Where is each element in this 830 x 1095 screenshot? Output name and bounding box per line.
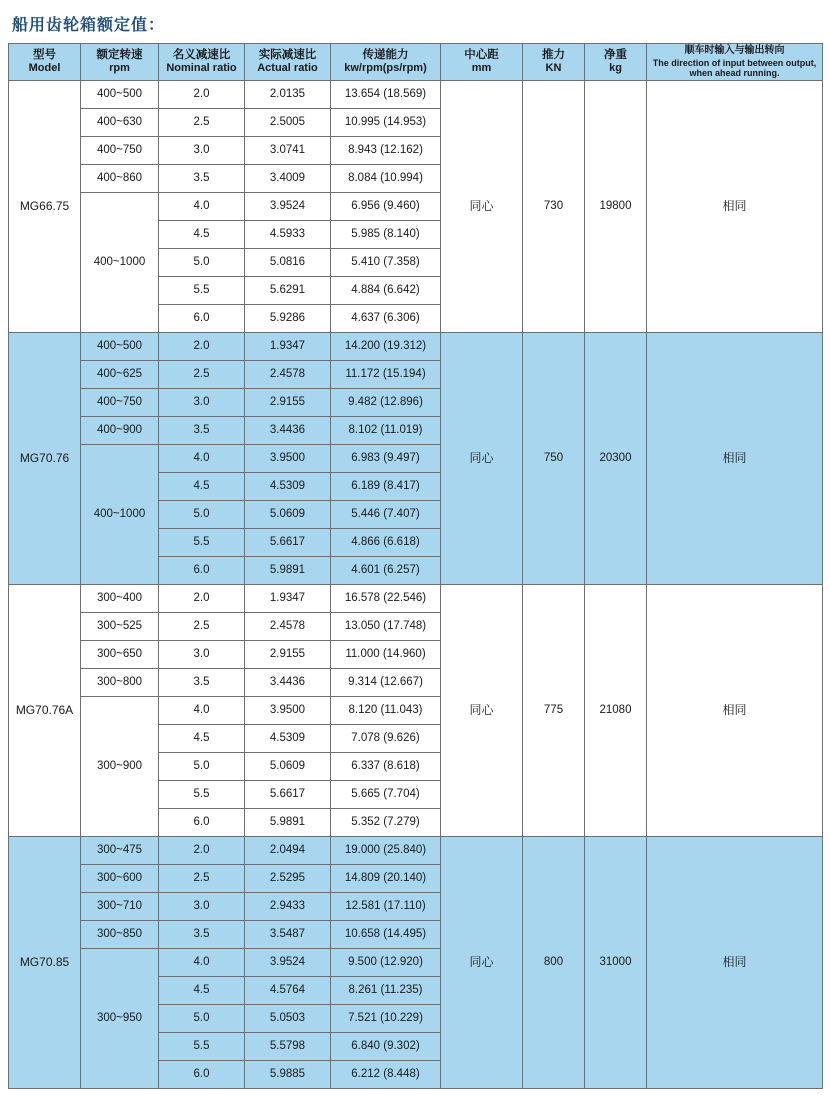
table-row (9, 837, 823, 865)
header-actual-ratio-en: Actual ratio (257, 62, 318, 75)
cell-actual-ratio: 3.9524 (245, 193, 331, 221)
cell-capacity: 11.000 (14.960) (331, 641, 441, 669)
table-row (9, 333, 823, 361)
cell-actual-ratio: 5.9891 (245, 557, 331, 585)
cell-capacity: 13.050 (17.748) (331, 613, 441, 641)
header-model (9, 44, 81, 81)
header-actual-ratio (245, 44, 331, 81)
cell-nominal-ratio: 5.0 (159, 249, 245, 277)
cell-nominal-ratio: 2.5 (159, 865, 245, 893)
cell-rpm: 300~525 (81, 613, 159, 641)
cell-actual-ratio: 5.0816 (245, 249, 331, 277)
cell-capacity: 14.200 (19.312) (331, 333, 441, 361)
cell-model: MG70.76A (9, 585, 81, 837)
cell-capacity: 5.985 (8.140) (331, 221, 441, 249)
cell-capacity: 9.500 (12.920) (331, 949, 441, 977)
cell-actual-ratio: 5.9885 (245, 1061, 331, 1089)
table-header (9, 44, 823, 81)
cell-model: MG70.76 (9, 333, 81, 585)
cell-nominal-ratio: 2.0 (159, 837, 245, 865)
header-thrust-en: KN (545, 62, 562, 75)
header-direction-cn: 顺车时输入与输出转向 (684, 45, 785, 56)
cell-center-distance: 同心 (441, 333, 523, 585)
cell-actual-ratio: 3.9500 (245, 697, 331, 725)
cell-rpm: 400~750 (81, 137, 159, 165)
cell-rpm: 300~710 (81, 893, 159, 921)
header-weight (585, 44, 647, 81)
table-row (9, 81, 823, 109)
cell-capacity: 10.658 (14.495) (331, 921, 441, 949)
cell-actual-ratio: 3.4009 (245, 165, 331, 193)
cell-thrust: 730 (523, 81, 585, 333)
cell-nominal-ratio: 6.0 (159, 305, 245, 333)
cell-actual-ratio: 3.5487 (245, 921, 331, 949)
cell-model: MG66.75 (9, 81, 81, 333)
cell-nominal-ratio: 4.0 (159, 949, 245, 977)
cell-actual-ratio: 2.4578 (245, 361, 331, 389)
header-center-distance-en: mm (471, 62, 492, 75)
cell-capacity: 10.995 (14.953) (331, 109, 441, 137)
cell-actual-ratio: 2.9433 (245, 893, 331, 921)
cell-actual-ratio: 2.0135 (245, 81, 331, 109)
header-capacity (331, 44, 441, 81)
cell-nominal-ratio: 4.5 (159, 725, 245, 753)
cell-rpm: 400~860 (81, 165, 159, 193)
cell-actual-ratio: 2.5295 (245, 865, 331, 893)
cell-nominal-ratio: 2.0 (159, 333, 245, 361)
header-row (9, 44, 823, 81)
cell-actual-ratio: 4.5764 (245, 977, 331, 1005)
cell-capacity: 8.084 (10.994) (331, 165, 441, 193)
cell-rpm: 300~400 (81, 585, 159, 613)
cell-capacity: 9.314 (12.667) (331, 669, 441, 697)
cell-rpm: 300~850 (81, 921, 159, 949)
cell-actual-ratio: 5.0609 (245, 501, 331, 529)
header-thrust (523, 44, 585, 81)
cell-actual-ratio: 5.9891 (245, 809, 331, 837)
cell-nominal-ratio: 2.5 (159, 361, 245, 389)
cell-capacity: 14.809 (20.140) (331, 865, 441, 893)
cell-actual-ratio: 5.0609 (245, 753, 331, 781)
cell-capacity: 19.000 (25.840) (331, 837, 441, 865)
header-direction (647, 44, 823, 81)
table-row (9, 585, 823, 613)
cell-rpm-merged: 300~950 (81, 949, 159, 1089)
cell-nominal-ratio: 5.0 (159, 501, 245, 529)
header-thrust-cn: 推力 (542, 48, 565, 61)
cell-capacity: 5.352 (7.279) (331, 809, 441, 837)
header-capacity-en: kw/rpm(ps/rpm) (344, 62, 427, 75)
header-model-cn: 型号 (33, 48, 56, 61)
cell-actual-ratio: 2.5005 (245, 109, 331, 137)
cell-rpm: 400~630 (81, 109, 159, 137)
cell-thrust: 800 (523, 837, 585, 1089)
cell-actual-ratio: 2.0494 (245, 837, 331, 865)
cell-weight: 31000 (585, 837, 647, 1089)
cell-rpm: 400~750 (81, 389, 159, 417)
cell-capacity: 6.337 (8.618) (331, 753, 441, 781)
header-rpm-en: rpm (109, 62, 130, 75)
header-model-en: Model (28, 62, 61, 75)
cell-capacity: 4.866 (6.618) (331, 529, 441, 557)
cell-weight: 20300 (585, 333, 647, 585)
cell-nominal-ratio: 5.5 (159, 1033, 245, 1061)
cell-rpm: 300~800 (81, 669, 159, 697)
cell-direction: 相同 (647, 837, 823, 1089)
table-body (9, 81, 823, 1089)
cell-capacity: 5.446 (7.407) (331, 501, 441, 529)
cell-center-distance: 同心 (441, 585, 523, 837)
cell-nominal-ratio: 5.0 (159, 753, 245, 781)
cell-weight: 21080 (585, 585, 647, 837)
cell-actual-ratio: 2.4578 (245, 613, 331, 641)
cell-nominal-ratio: 5.5 (159, 529, 245, 557)
header-nominal-ratio (159, 44, 245, 81)
cell-actual-ratio: 2.9155 (245, 389, 331, 417)
cell-nominal-ratio: 3.0 (159, 137, 245, 165)
cell-actual-ratio: 4.5309 (245, 725, 331, 753)
cell-capacity: 9.482 (12.896) (331, 389, 441, 417)
cell-nominal-ratio: 6.0 (159, 1061, 245, 1089)
cell-actual-ratio: 3.9524 (245, 949, 331, 977)
cell-rpm: 400~500 (81, 81, 159, 109)
cell-rpm: 400~900 (81, 417, 159, 445)
header-capacity-cn: 传递能力 (362, 48, 409, 61)
cell-nominal-ratio: 5.0 (159, 1005, 245, 1033)
cell-actual-ratio: 5.6617 (245, 781, 331, 809)
marine-gearbox-rating-table (8, 43, 823, 1089)
cell-nominal-ratio: 3.0 (159, 893, 245, 921)
cell-actual-ratio: 3.9500 (245, 445, 331, 473)
cell-nominal-ratio: 6.0 (159, 809, 245, 837)
cell-nominal-ratio: 3.5 (159, 417, 245, 445)
cell-capacity: 8.120 (11.043) (331, 697, 441, 725)
header-nominal-ratio-cn: 名义减速比 (172, 48, 231, 61)
cell-actual-ratio: 3.4436 (245, 669, 331, 697)
cell-rpm: 400~625 (81, 361, 159, 389)
cell-nominal-ratio: 3.5 (159, 669, 245, 697)
cell-nominal-ratio: 5.5 (159, 277, 245, 305)
cell-nominal-ratio: 4.5 (159, 977, 245, 1005)
cell-center-distance: 同心 (441, 837, 523, 1089)
cell-capacity: 6.840 (9.302) (331, 1033, 441, 1061)
cell-nominal-ratio: 3.0 (159, 641, 245, 669)
cell-thrust: 775 (523, 585, 585, 837)
cell-nominal-ratio: 2.5 (159, 613, 245, 641)
cell-actual-ratio: 3.0741 (245, 137, 331, 165)
header-rpm-cn: 额定转速 (96, 48, 143, 61)
cell-actual-ratio: 1.9347 (245, 333, 331, 361)
cell-rpm: 300~600 (81, 865, 159, 893)
cell-nominal-ratio: 6.0 (159, 557, 245, 585)
cell-capacity: 6.956 (9.460) (331, 193, 441, 221)
cell-capacity: 4.884 (6.642) (331, 277, 441, 305)
cell-capacity: 5.410 (7.358) (331, 249, 441, 277)
cell-actual-ratio: 4.5933 (245, 221, 331, 249)
cell-weight: 19800 (585, 81, 647, 333)
cell-capacity: 6.212 (8.448) (331, 1061, 441, 1089)
cell-direction: 相同 (647, 333, 823, 585)
cell-capacity: 4.601 (6.257) (331, 557, 441, 585)
header-center-distance-cn: 中心距 (464, 48, 499, 61)
cell-rpm: 300~650 (81, 641, 159, 669)
header-actual-ratio-cn: 实际减速比 (258, 48, 317, 61)
cell-capacity: 7.521 (10.229) (331, 1005, 441, 1033)
cell-capacity: 16.578 (22.546) (331, 585, 441, 613)
cell-capacity: 13.654 (18.569) (331, 81, 441, 109)
header-rpm (81, 44, 159, 81)
cell-actual-ratio: 2.9155 (245, 641, 331, 669)
cell-nominal-ratio: 3.5 (159, 165, 245, 193)
cell-rpm-merged: 400~1000 (81, 193, 159, 333)
cell-capacity: 6.983 (9.497) (331, 445, 441, 473)
cell-actual-ratio: 5.9286 (245, 305, 331, 333)
cell-center-distance: 同心 (441, 81, 523, 333)
cell-rpm-merged: 400~1000 (81, 445, 159, 585)
cell-model: MG70.85 (9, 837, 81, 1089)
cell-nominal-ratio: 3.5 (159, 921, 245, 949)
cell-capacity: 11.172 (15.194) (331, 361, 441, 389)
cell-nominal-ratio: 4.0 (159, 445, 245, 473)
cell-actual-ratio: 4.5309 (245, 473, 331, 501)
header-weight-cn: 净重 (604, 48, 627, 61)
cell-capacity: 7.078 (9.626) (331, 725, 441, 753)
header-center-distance (441, 44, 523, 81)
cell-nominal-ratio: 4.0 (159, 193, 245, 221)
cell-nominal-ratio: 4.5 (159, 221, 245, 249)
cell-nominal-ratio: 2.0 (159, 585, 245, 613)
cell-actual-ratio: 5.5798 (245, 1033, 331, 1061)
cell-nominal-ratio: 4.0 (159, 697, 245, 725)
cell-capacity: 5.665 (7.704) (331, 781, 441, 809)
cell-actual-ratio: 3.4436 (245, 417, 331, 445)
cell-nominal-ratio: 5.5 (159, 781, 245, 809)
header-weight-en: kg (609, 62, 622, 75)
cell-capacity: 8.943 (12.162) (331, 137, 441, 165)
cell-actual-ratio: 5.6617 (245, 529, 331, 557)
cell-capacity: 4.637 (6.306) (331, 305, 441, 333)
cell-direction: 相同 (647, 585, 823, 837)
header-direction-en: The direction of input between output, when ahead running. (652, 57, 817, 79)
cell-capacity: 6.189 (8.417) (331, 473, 441, 501)
cell-capacity: 8.261 (11.235) (331, 977, 441, 1005)
cell-rpm-merged: 300~900 (81, 697, 159, 837)
page-title: 船用齿轮箱额定值： (12, 17, 166, 34)
cell-capacity: 12.581 (17.110) (331, 893, 441, 921)
cell-rpm: 400~500 (81, 333, 159, 361)
cell-nominal-ratio: 4.5 (159, 473, 245, 501)
cell-nominal-ratio: 3.0 (159, 389, 245, 417)
cell-thrust: 750 (523, 333, 585, 585)
cell-actual-ratio: 1.9347 (245, 585, 331, 613)
cell-actual-ratio: 5.6291 (245, 277, 331, 305)
cell-capacity: 8.102 (11.019) (331, 417, 441, 445)
cell-rpm: 300~475 (81, 837, 159, 865)
cell-nominal-ratio: 2.5 (159, 109, 245, 137)
cell-nominal-ratio: 2.0 (159, 81, 245, 109)
cell-actual-ratio: 5.0503 (245, 1005, 331, 1033)
header-nominal-ratio-en: Nominal ratio (166, 62, 237, 75)
cell-direction: 相同 (647, 81, 823, 333)
